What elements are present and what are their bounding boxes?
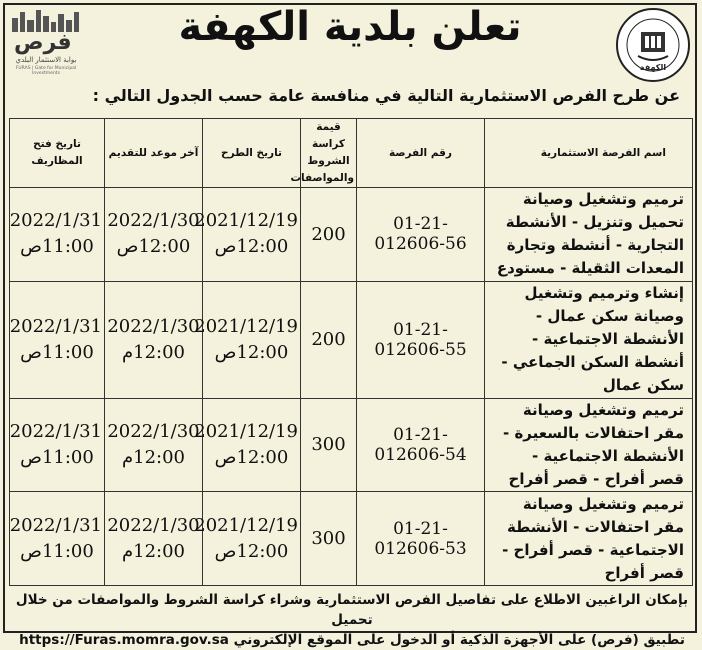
header-offer-date: تاريخ الطرح [203,119,301,188]
header-number: رقم الفرصة [357,119,485,188]
footer-line1: بإمكان الراغبين الاطلاع على تفاصيل الفرص الاستثمارية وشراء كراسة الشروط والمواصفات من خلال تحميل [15,592,689,628]
deadline-date: 2022/1/30 [107,210,200,232]
deadline-cell [105,281,203,398]
header-price-line1: قيمة كراسة [312,121,345,150]
open-date-cell [10,492,105,586]
opportunity-name: ترميم وتشغيل وصيانة مقر احتفالات - الأنشطة الاجتماعية - قصر أفراح - قصر أفراح [485,492,693,586]
footer-notice [10,590,694,650]
municipality-seal-icon [614,6,692,84]
booklet-price: 300 [301,398,357,492]
offer-time: 12:00ص [214,540,289,562]
svg-text:الكهفة: الكهفة [639,63,667,72]
deadline-time: 12:00م [121,540,186,562]
offer-date: 2021/12/19 [194,420,298,442]
opportunity-number: 01-21-012606-53 [357,492,485,586]
open-date-cell [10,398,105,492]
header-open-date [10,119,105,188]
open-date: 2022/1/31 [9,315,102,337]
header-price-line2: الشروط [307,155,350,167]
offer-date-cell [194,398,301,492]
offer-time: 12:00ص [214,446,289,468]
table-row [10,281,693,398]
deadline-time: 12:00م [121,341,186,363]
offer-date: 2021/12/19 [194,210,298,232]
open-date: 2022/1/31 [9,210,102,232]
footer-line2: تطبيق (فرص) على الأجهزة الذكية أو الدخول على الموقع الإلكتروني [233,632,685,648]
offer-time: 12:00ص [214,341,289,363]
opportunity-number: 01-21-012606-55 [357,281,485,398]
furas-tagline: بوابة الاستثمار البلدي [15,56,77,64]
table-row [10,492,693,586]
opportunity-number: 01-21-012606-56 [357,188,485,282]
offer-date: 2021/12/19 [194,514,298,536]
offer-date: 2021/12/19 [194,315,298,337]
page-subtitle: عن طرح الفرص الاستثمارية التالية في منافسة عامة حسب الجدول التالي : [92,86,680,105]
booklet-price: 200 [301,188,357,282]
header-price-line3: والمواصفات [290,172,354,184]
furas-wordmark: فرص [14,30,72,55]
open-date-cell [10,188,105,282]
opportunity-name: ترميم وتشغيل وصيانة تحميل وتنزيل - الأنشطة التجارية - أنشطة وتجارة المعدات الثقيلة - مستودع [485,188,693,282]
page-title: تعلن بلدية الكهفة [178,4,522,50]
deadline-date: 2022/1/30 [107,420,200,442]
website-link[interactable]: https://Furas.momra.gov.sa [19,632,229,648]
deadline-date: 2022/1/30 [107,315,200,337]
open-date: 2022/1/31 [9,420,102,442]
table-row [10,188,693,282]
header-open-line1: تاريخ فتح [33,138,81,150]
deadline-date: 2022/1/30 [107,514,200,536]
deadline-time: 12:00م [121,446,186,468]
opportunity-name: ترميم وتشغيل وصيانة مقر احتفالات بالسعيرة - الأنشطة الاجتماعية - قصر أفراح - قصر أفراح [485,398,693,492]
booklet-price: 300 [301,492,357,586]
deadline-cell [105,398,203,492]
open-time: 11:00ص [20,236,94,258]
open-date: 2022/1/31 [9,514,102,536]
header-price [290,119,357,188]
deadline-cell [105,188,203,282]
table-row [10,398,693,492]
opportunities-table [9,118,693,586]
header-name: اسم الفرصة الاستثمارية [485,119,693,188]
deadline-cell [105,492,203,586]
open-time: 11:00ص [20,341,94,363]
open-date-cell [10,281,105,398]
offer-date-cell [194,188,301,282]
offer-date-cell [194,492,301,586]
offer-date-cell [194,281,301,398]
opportunity-number: 01-21-012606-54 [357,398,485,492]
opportunity-name: إنشاء وترميم وتشغيل وصيانة سكن عمال - الأنشطة الاجتماعية - أنشطة السكن الجماعي - سكن عمال [485,281,693,398]
deadline-time: 12:00ص [116,236,191,258]
open-time: 11:00ص [20,540,94,562]
header-deadline: آخر موعد للتقديم [105,119,203,188]
table-header-row [10,119,693,188]
booklet-price: 200 [301,281,357,398]
offer-time: 12:00ص [214,236,289,258]
footer-line2-wrap [10,630,694,650]
furas-tagline-en: FURAS | Gate for Municipal Investments [15,66,77,76]
open-time: 11:00ص [20,446,94,468]
header-open-line2: المظاريف [31,155,83,167]
